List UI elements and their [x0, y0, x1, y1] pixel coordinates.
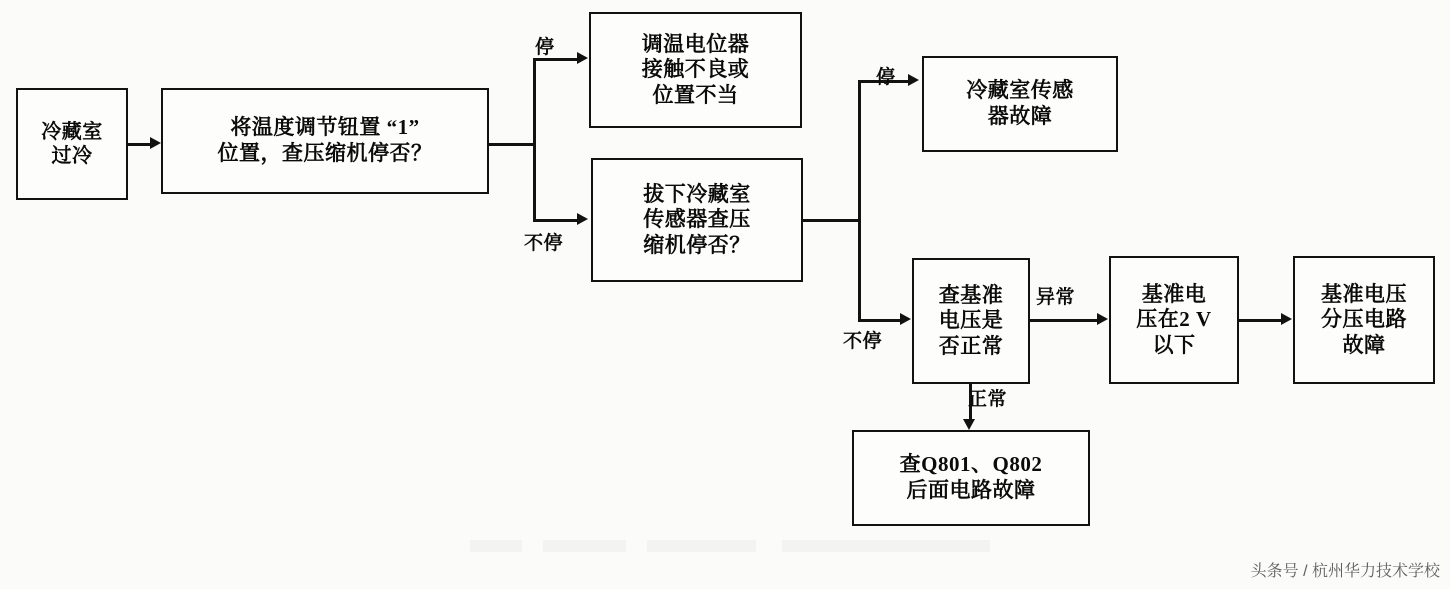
edge-label-normal: 正常: [968, 389, 1008, 410]
edge-n6-n7: [1030, 319, 1098, 322]
node-line: 调温电位器: [641, 31, 750, 56]
node-line: 故障: [1342, 332, 1386, 357]
node-unplug-sensor: [591, 158, 803, 282]
node-check-q801-q802: [852, 430, 1090, 526]
edge-split-vertical: [533, 58, 536, 222]
node-line: 电压是: [938, 308, 1004, 333]
faint-artifact: [470, 540, 990, 552]
node-line: 压在2 V: [1136, 307, 1212, 332]
node-line: 位置不当: [652, 82, 739, 107]
node-line: 冷藏室传感: [966, 78, 1074, 103]
node-voltage-below-2v: [1109, 256, 1239, 384]
edge-label-abnormal: 异常: [1036, 287, 1076, 308]
node-line: 过冷: [51, 145, 93, 167]
edge-split2-to-n6: [858, 319, 902, 322]
node-line: 传感器查压: [643, 207, 751, 232]
edge-label-not-stop-1: 不停: [524, 233, 564, 254]
arrowhead: [963, 419, 975, 430]
node-line: 查Q801、Q802: [899, 452, 1043, 477]
edge-split-to-n4: [533, 219, 577, 222]
node-overcooled-fridge: [16, 88, 128, 200]
arrowhead: [577, 52, 588, 64]
arrowhead: [1281, 313, 1292, 325]
watermark-text: 头条号 / 杭州华力技术学校: [1250, 563, 1440, 580]
edge-label-stop-1: 停: [535, 37, 555, 58]
node-line: 缩机停否？: [643, 232, 751, 257]
node-line: 器故障: [987, 104, 1053, 128]
node-line: 以下: [1152, 332, 1196, 357]
edge-label-not-stop-2: 不停: [843, 331, 883, 352]
node-set-knob-to-1: [161, 88, 489, 194]
node-sensor-fault: [922, 56, 1118, 152]
node-check-reference-voltage: [912, 258, 1030, 384]
edge-n2-split: [489, 143, 534, 146]
node-divider-circuit-fault: [1293, 256, 1435, 384]
edge-n1-n2: [128, 143, 150, 146]
node-line: 拔下冷藏室: [643, 181, 751, 206]
node-potentiometer-fault: [589, 12, 802, 128]
node-line: 基准电压: [1321, 281, 1407, 306]
node-line: 查基准: [938, 282, 1004, 307]
node-line: 后面电路故障: [906, 478, 1036, 502]
node-line: 将温度调节钮置 “1”: [230, 115, 420, 140]
node-line: 否正常: [938, 333, 1004, 358]
arrowhead: [1097, 313, 1108, 325]
arrowhead: [900, 313, 911, 325]
node-line: 基准电: [1141, 281, 1207, 306]
edge-label-stop-2: 停: [876, 67, 896, 88]
node-line: 接触不良或: [641, 57, 750, 82]
arrowhead: [577, 213, 588, 225]
arrowhead: [150, 137, 161, 149]
node-line: 位置，查压缩机停否？: [217, 141, 433, 165]
node-line: 冷藏室: [41, 120, 103, 143]
edge-split2-vertical: [858, 80, 861, 322]
edge-n7-n8: [1239, 319, 1283, 322]
arrowhead: [908, 74, 919, 86]
edge-n4-split2: [803, 219, 861, 222]
node-line: 分压电路: [1321, 307, 1407, 332]
